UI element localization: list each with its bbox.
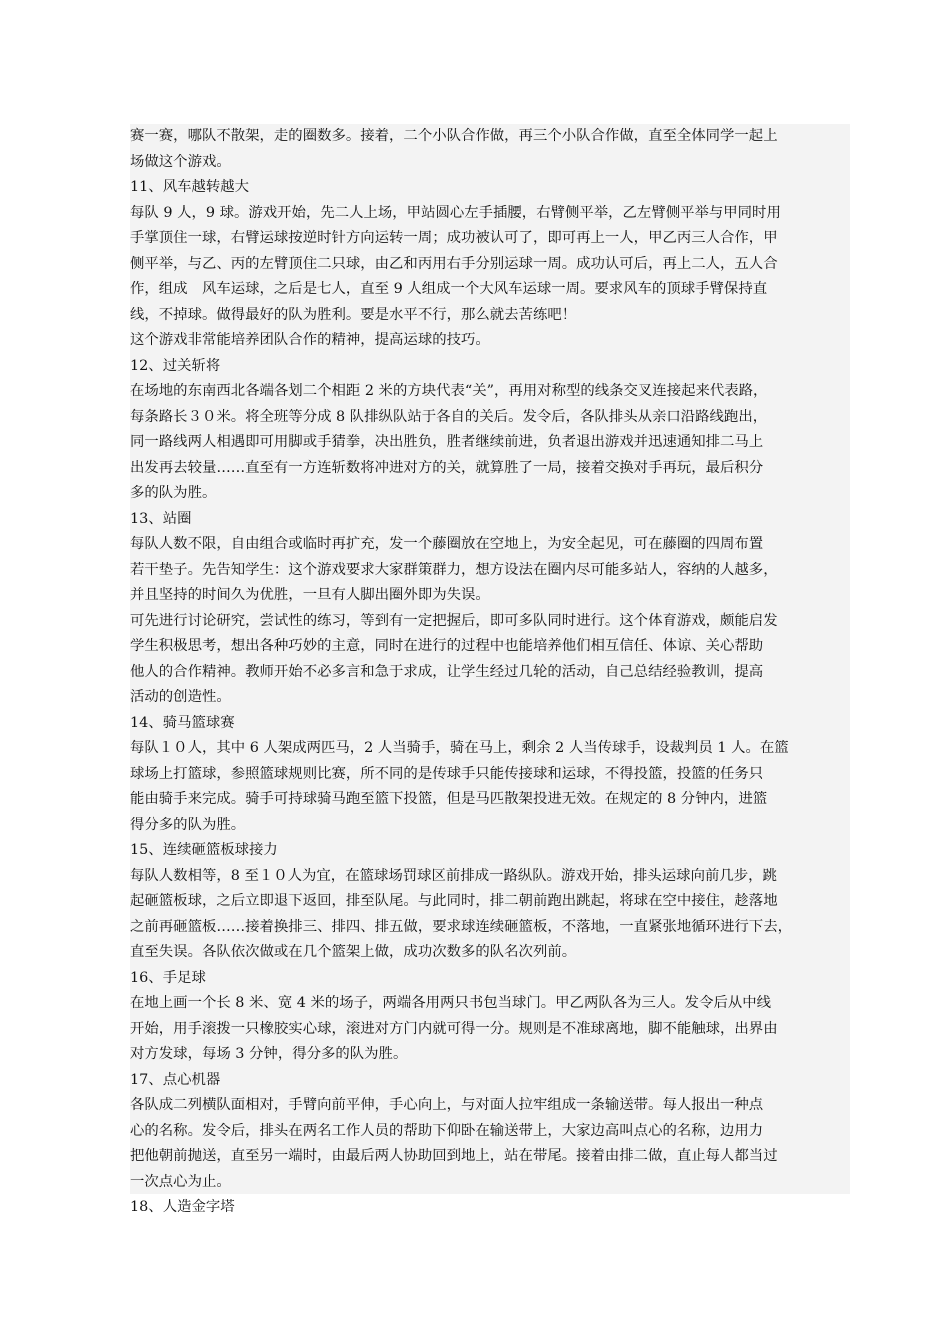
text-line: 能由骑手来完成。骑手可持球骑马跑至篮下投篮，但是马匹散架投进无效。在规定的 8 分钟内，进篮 (130, 791, 768, 807)
text-line: 若干垫子。先告知学生：这个游戏要求大家群策群力，想方设法在圈内尽可能多站人，容纳的人越多， (130, 561, 778, 578)
text-line: 手掌顶住一球，右臂运球按逆时针方向运转一周；成功被认可了，即可再上一人，甲乙丙三人合作，甲 (130, 230, 778, 246)
text-line: 赛一赛，哪队不散架，走的圈数多。接着，二个小队合作做，再三个小队合作做，直至全体同学一起上 (130, 128, 778, 144)
text-line: 他人的合作精神。教师开始不必多言和急于求成，让学生经过几轮的活动，自己总结经验教训，提高 (130, 663, 764, 680)
text-line: 线，不掉球。做得最好的队为胜利。要是水平不行，那么就去苦练吧！ (130, 306, 577, 323)
text-line: 场做这个游戏。 (130, 153, 231, 170)
text-line: 各队成二列横队面相对，手臂向前平伸，手心向上，与对面人拉牢组成一条输送带。每人报出一种点 (130, 1097, 764, 1113)
section-heading-18: 18、人造金字塔 (130, 1199, 235, 1215)
text-line: 起砸篮板球，之后立即退下返回，排至队尾。与此同时，排二朝前跑出跳起，将球在空中接住，趁落地 (130, 893, 778, 909)
text-line: 可先进行讨论研究，尝试性的练习，等到有一定把握后，即可多队同时进行。这个体育游戏，颇能启发 (130, 612, 778, 629)
text-line: 每条路长３０米。将全班等分成 8 队排纵队站于各自的关后。发令后，各队排头从亲口沿路线跑出， (130, 408, 768, 425)
section-heading-15: 15、连续砸篮板球接力 (130, 842, 278, 858)
document-body (130, 124, 850, 1215)
text-line: 球场上打篮球，参照篮球规则比赛，所不同的是传球手只能传接球和运球，不得投篮，投篮的任务只 (130, 765, 764, 782)
text-line: 多的队为胜。 (130, 485, 217, 501)
section-heading-17: 17、点心机器 (130, 1071, 221, 1088)
text-line: 并且坚持的时间久为优胜，一旦有人脚出圈外即为失误。 (130, 587, 490, 603)
text-line: 心的名称。发令后，排头在两名工作人员的帮助下仰卧在输送带上，大家边高叫点心的名称，边用力 (130, 1122, 764, 1139)
text-line: 出发再去较量……直至有一方连斩数将冲进对方的关，就算胜了一局，接着交换对手再玩，最后积分 (130, 459, 764, 476)
section-heading-11: 11、风车越转越大 (130, 179, 250, 195)
text-line: 每队人数相等，8 至１０人为宜，在篮球场罚球区前排成一路纵队。游戏开始，排头运球向前几步，跳 (130, 867, 777, 884)
text-line: 对方发球，每场 3 分钟，得分多的队为胜。 (130, 1046, 408, 1062)
section-heading-12: 12、过关斩将 (130, 357, 221, 374)
text-line: 每队１０人，其中 6 人架成两匹马，2 人当骑手，骑在马上，剩余 2 人当传球手，设裁判员 1 人。在篮 (130, 740, 789, 756)
text-line: 把他朝前抛送，直至另一端时，由最后两人协助回到地上，站在带尾。接着由排二做，直止每人都当过 (130, 1148, 778, 1164)
text-line: 得分多的队为胜。 (130, 816, 246, 833)
text-line: 侧平举，与乙、丙的左臂顶住二只球，由乙和丙用右手分别运球一周。成功认可后，再上二人，五人合 (130, 255, 778, 272)
text-line: 每队人数不限，自由组合或临时再扩充，发一个藤圈放在空地上，为安全起见，可在藤圈的四周布置 (130, 536, 764, 552)
text-line: 直至失误。各队依次做或在几个篮架上做，成功次数多的队名次列前。 (130, 944, 577, 960)
text-line: 学生积极思考，想出各种巧妙的主意，同时在进行的过程中也能培养他们相互信任、体谅、关心帮助 (130, 638, 764, 654)
text-line: 之前再砸篮板……接着换排三、排四、排五做，要求球连续砸篮板，不落地，一直紧张地循环进行下去， (130, 918, 792, 935)
text-line: 同一路线两人相遇即可用脚或手猜拳，决出胜负，胜者继续前进，负者退出游戏并迅速通知排二马上 (130, 434, 764, 450)
text-line: 一次点心为止。 (130, 1173, 231, 1190)
section-heading-14: 14、骑马篮球赛 (130, 714, 235, 731)
text-line: 在地上画一个长 8 米、宽 4 米的场子，两端各用两只书包当球门。甲乙两队各为三人。发令后从中线 (130, 995, 772, 1011)
section-heading-16: 16、手足球 (130, 969, 206, 986)
section-heading-13: 13、站圈 (130, 510, 192, 527)
text-line: 开始，用手滚拨一只橡胶实心球，滚进对方门内就可得一分。规则是不准球离地，脚不能触球，出界由 (130, 1020, 778, 1037)
text-line: 每队 9 人，9 球。游戏开始，先二人上场，甲站圆心左手插腰，右臂侧平举，乙左臂侧平举与甲同时用 (130, 204, 781, 221)
text-line: 在场地的东南西北各端各划二个相距 2 米的方块代表“关”，再用对称型的线条交叉连接起来代表路， (130, 383, 768, 399)
text-line: 活动的创造性。 (130, 689, 231, 705)
text-line: 这个游戏非常能培养团队合作的精神，提高运球的技巧。 (130, 332, 490, 348)
text-line: 作，组成 风车运球，之后是七人，直至 9 人组成一个大风车运球一周。要求风车的顶球手臂保持直 (130, 281, 768, 297)
